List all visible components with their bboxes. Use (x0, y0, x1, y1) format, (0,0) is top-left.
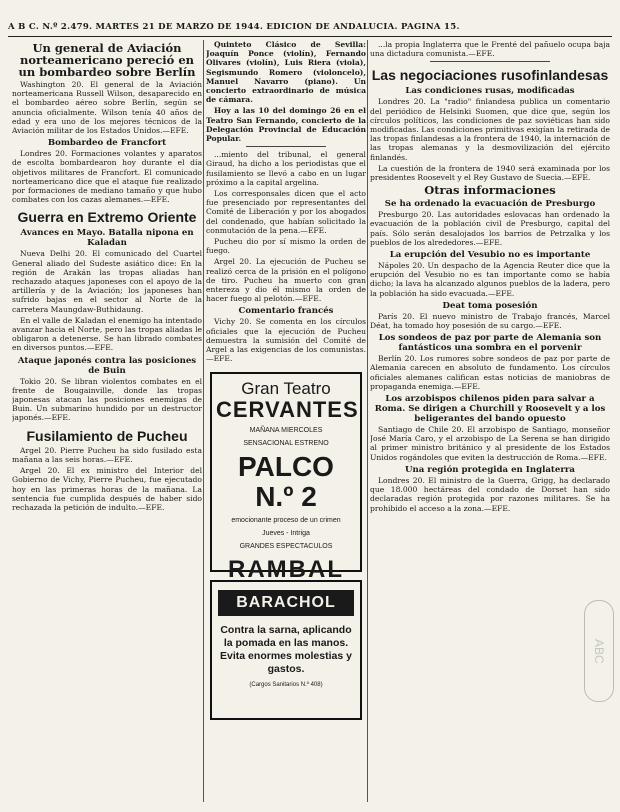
ad-line: RAMBAL (228, 555, 344, 583)
column-3 (370, 40, 610, 515)
article-subhead: Avances en Mayo. Batalla nipona en Kaladan (20, 228, 194, 249)
article-paragraph: Londres 20. La "radio" finlandesa publica un comentario del periódico de Helsinki Suomen, que dice que, según los círculos políticos, las condiciones de paz soviéticas han sido modificadas. Las condiciones primitivas exigían la retirada de las tropas finlandesas a la frontera de 1940, la internación de las tropas alemanas y la desmovilización del ejército finlandés. (370, 97, 610, 162)
article-paragraph: Nápoles 20. Un despacho de la Agencia Reuter dice que la erupción del Vesubio no es tan importante como se había dicho; la lava ha alcanzado algunos pueblos de la ladera, pero la población ha sido evacuada.—EFE. (370, 261, 610, 298)
article-paragraph: Nueva Delhi 20. El comunicado del Cuartel General aliado del Sudeste asiático dice: En la región de Arakán las tropas aliadas han rechazado ataques japoneses con el apoyo de la artillería y de la Aviación; los japoneses han sufrido bajas en el sector al Norte de la carretera Maungdaw-Buthidaung. (12, 249, 202, 314)
ad-line: GRANDES ESPECTACULOS (239, 542, 333, 550)
article-headline: Las negociaciones rusofinlandesas (371, 67, 609, 84)
article-subhead: Una región protegida en Inglaterra (405, 464, 575, 475)
article-headline: Fusilamiento de Pucheu (26, 427, 188, 444)
ad-line: emocionante proceso de un crimen (231, 516, 341, 524)
ad-line: CERVANTES (216, 396, 359, 422)
divider (246, 146, 326, 147)
ad-text: Contra la sarna, aplicando la pomada en las manos. Evita enormes molestias y gastos. (220, 623, 352, 675)
ad-footnote: (Cargos Sanitarios N.º 408) (249, 681, 323, 688)
article-subhead: La erupción del Vesubio no es importante (389, 250, 591, 261)
ad-line: SENSACIONAL ESTRENO (243, 439, 329, 447)
article-paragraph: Berlín 20. Los rumores sobre sondeos de paz por parte de Alemania carecen en absoluto de fundamento. Los círculos oficiales alemanes califican estas noticias de maniobras de propaganda enemiga.—EFE. (370, 354, 610, 391)
divider (430, 61, 550, 62)
header-rule (8, 36, 612, 37)
article-paragraph: Presburgo 20. Las autoridades eslovacas han ordenado la evacuación de la población civil de Presburgo, capital del país. Sólo serán desalojados los barrios de Petrzalka y los pueblos de los alrededores.—EFE. (370, 210, 610, 247)
ad-line: Jueves - Intriga (262, 529, 310, 537)
article-paragraph: Quinteto Clásico de Sevilla: Joaquín Ponce (violín), Fernando Olivares (violín), Luis Riera (viola), Segismundo Romero (violoncelo), Manuel Navarro (piano). Un concierto extraordinario de música de cámara. (206, 40, 366, 105)
article-paragraph: En el valle de Kaladan el enemigo ha intentado avanzar hacia el Norte, pero las tropas aliadas le obligaron a detenerse. Se han librado combates en diversos puntos.—EFE. (12, 315, 202, 353)
ad-line: MAÑANA MIERCOLES (249, 426, 323, 434)
article-paragraph: Santiago de Chile 20. El arzobispo de Santiago, monseñor José María Caro, y el arzobispo de La Serena se han dirigido al primer ministro británico y al presidente de los Estados Unidos rogándoles que eviten la destrucción de Roma.—EFE. (370, 425, 610, 462)
article-subhead: Se ha ordenado la evacuación de Presburgo (384, 199, 596, 210)
running-head: A B C. N.º 2.479. MARTES 21 DE MARZO DE 1944. EDICION DE ANDALUCIA. PAGINA 15. (8, 22, 460, 32)
abc-watermark: ABC (584, 600, 614, 702)
article-headline: Otras informaciones (424, 183, 556, 198)
article-paragraph: Los corresponsales dicen que el acto fue presenciado por representantes del Comité de Liberación y por los abogados del condenado, que habían solicitado la conmutación de la pena.—EFE. (206, 189, 366, 235)
ad-line: PALCO N.º 2 (238, 450, 334, 512)
column-2 (206, 40, 366, 720)
ad-brand: BARACHOL (218, 590, 354, 616)
theater-advertisement (210, 372, 362, 583)
article-subhead: Los sondeos de paz por parte de Alemania son fantásticos una sombra en el porvenir (378, 333, 602, 354)
article-paragraph: ...miento del tribunal, el general Giraud, ha dicho a los periodistas que el fusilamiento se llevó a cabo en un lugar próximo a la capital argelina. (206, 150, 366, 187)
article-paragraph: Washington 20. El general de la Aviación norteamericana Russell Wilson, desaparecido en el bombardeo aéreo sobre Berlín, según se anuncia oficialmente. Wilson tenía 40 años de edad y era uno de los mejores técnicos de la Aviación militar de los Estados Unidos.—EFE. (12, 80, 202, 136)
column-divider (203, 40, 204, 802)
column-divider (367, 40, 368, 802)
article-paragraph: Vichy 20. Se comenta en los círculos oficiales que la ejecución de Pucheu demuestra la sumisión del Comité de Argel a las exigencias de los comunistas.—EFE. (206, 317, 366, 364)
ad-line: Gran Teatro (241, 378, 331, 398)
article-paragraph: Argel 20. La ejecución de Pucheu se realizó cerca de la prisión en el polígono de tiro. Pucheu ha muerto con gran entereza y dio él mismo la orden de hacer fuego al pelotón.—EFE. (206, 257, 366, 304)
article-subhead: Las condiciones rusas, modificadas (405, 86, 575, 97)
article-subhead: Los arzobispos chilenos piden para salvar a Roma. Se dirigen a Churchill y Roosevelt y a los beligerantes del bando opuesto (374, 394, 606, 425)
article-paragraph: Hoy a las 10 del domingo 26 en el Teatro San Fernando, concierto de la Delegación Provincial de Educación Popular. (206, 106, 366, 144)
article-subhead: Ataque japonés contra las posiciones de Buin (17, 355, 197, 376)
article-paragraph: Tokio 20. Se libran violentos combates en el frente de Bougainville, donde las tropas japonesas atacan las posiciones enemigas de Buin. Un submarino hundido por un destructor japonés.—EFE. (12, 376, 202, 423)
article-paragraph: París 20. El nuevo ministro de Trabajo francés, Marcel Déat, ha tomado hoy posesión de su cargo.—EFE. (370, 311, 610, 331)
article-subhead: Bombardeo de Francfort (47, 138, 167, 149)
article-paragraph: Pucheu dio por sí mismo la orden de fuego. (206, 237, 366, 256)
article-subhead: Deat toma posesión (442, 300, 538, 311)
article-paragraph: Londres 20. Formaciones volantes y aparatos de escolta bombardearon hoy durante el día objetivos militares de Francfort. El comunicado norteamericano dice que el ataque fue realizado por formaciones de mediano tamaño y que hubo combates con los cazas alemanes.—EFE. (12, 149, 202, 205)
article-paragraph: Argel 20. Pierre Pucheu ha sido fusilado esta mañana a las seis horas.—EFE. (12, 445, 202, 464)
article-headline: Guerra en Extremo Oriente (17, 209, 197, 226)
article-paragraph: Argel 20. El ex ministro del Interior del Gobierno de Vichy, Pierre Pucheu, fue ejecutado hoy en las primeras horas de la mañana. La sentencia fue cumplida después de haber sido rechazada la petición de indulto.—EFE. (12, 466, 202, 512)
article-headline: Un general de Aviación norteamericano pereció en un bombardeo sobre Berlín (18, 41, 196, 79)
product-advertisement (210, 580, 362, 720)
column-1 (12, 40, 202, 514)
article-subhead: Comentario francés (238, 306, 334, 317)
article-paragraph: ...la propia Inglaterra que le Frenté del pañuelo ocupa baja una dictadura comunista.—EFE. (370, 40, 610, 59)
article-paragraph: Londres 20. El ministro de la Guerra, Grigg, ha declarado que 18.000 hectáreas del condado de Dorset han sido declaradas región protegida por razones militares. Se ha prohibido el acceso a la zona.—EFE. (370, 475, 610, 513)
article-paragraph: La cuestión de la frontera de 1940 será examinada por los presidentes Roosevelt y el Rey Gustavo de Suecia.—EFE. (370, 163, 610, 183)
